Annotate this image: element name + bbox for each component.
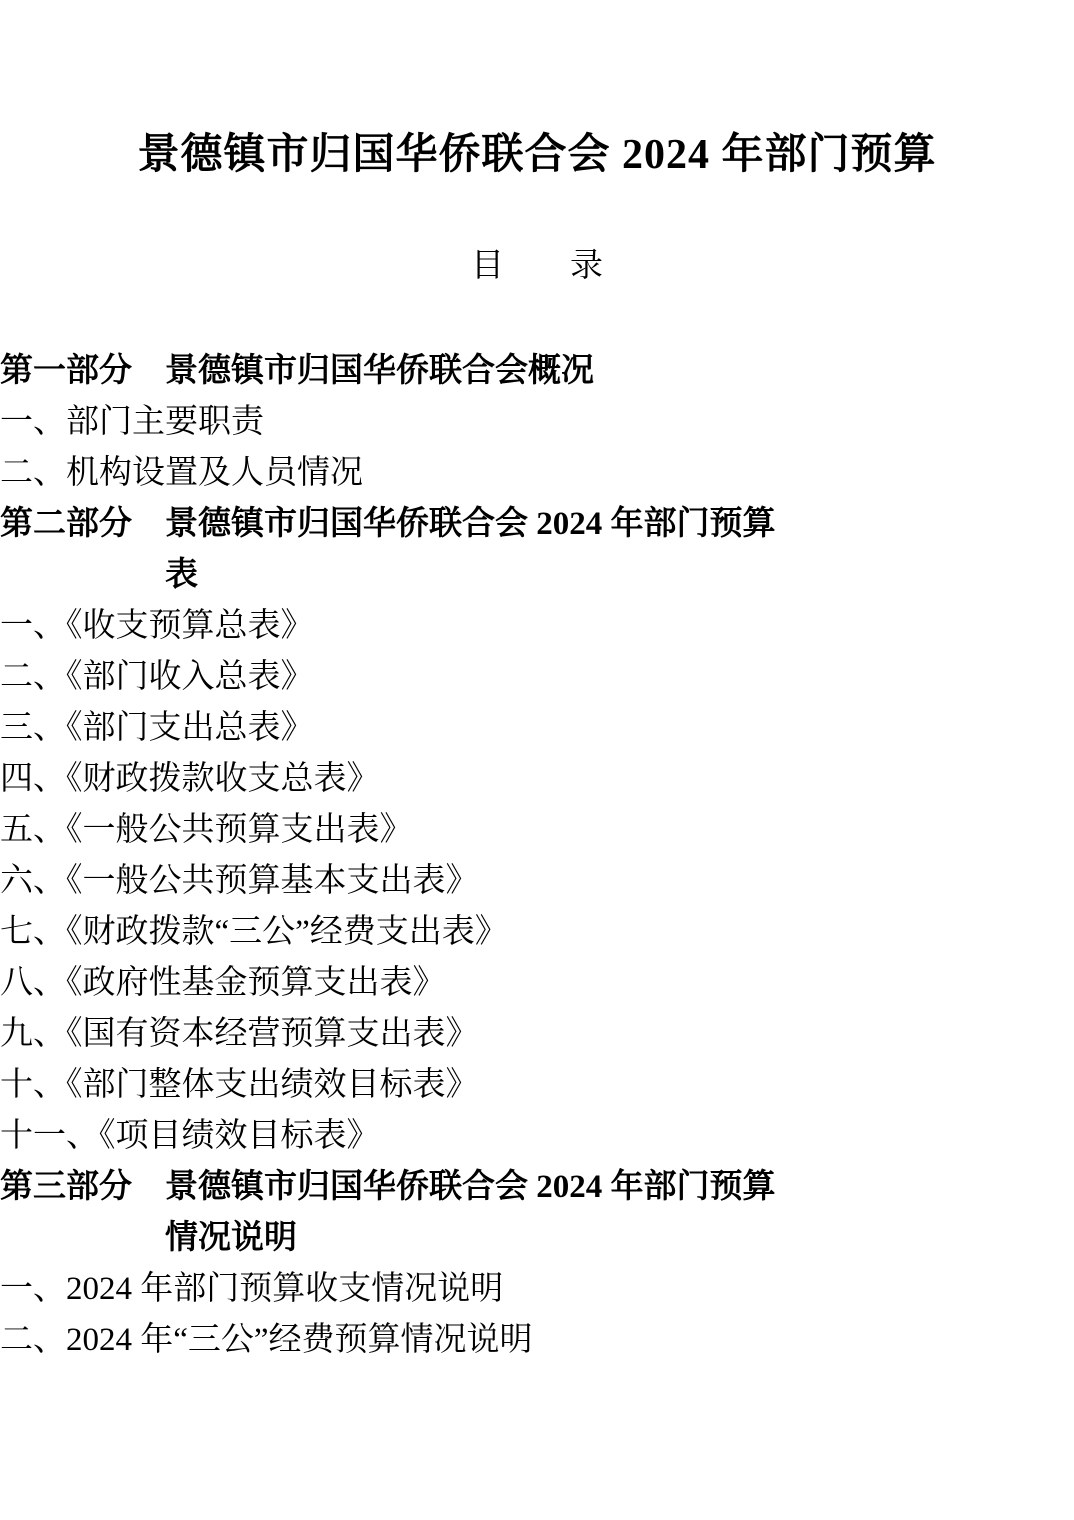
toc-item-part2-8: 八、《政府性基金预算支出表》 [0, 965, 446, 1001]
toc-item-part2-5: 五、《一般公共预算支出表》 [0, 812, 413, 848]
part2-heading-line1: 第二部分 景德镇市归国华侨联合会 2024 年部门预算 [0, 506, 776, 542]
part1-heading: 第一部分 景德镇市归国华侨联合会概况 [0, 353, 594, 389]
toc-item-part2-9: 九、《国有资本经营预算支出表》 [0, 1016, 479, 1052]
part2-heading-line2: 表 [165, 557, 198, 593]
toc-item-part3-1: 一、2024 年部门预算收支情况说明 [0, 1271, 504, 1307]
toc-item-part2-1: 一、《收支预算总表》 [0, 608, 314, 644]
toc-item-part2-10: 十、《部门整体支出绩效目标表》 [0, 1067, 479, 1103]
toc-title: 目 录 [471, 248, 603, 284]
part3-heading-line2: 情况说明 [165, 1220, 297, 1256]
toc-item-part2-4: 四、《财政拨款收支总表》 [0, 761, 380, 797]
toc-item-part2-11: 十一、《项目绩效目标表》 [0, 1118, 380, 1154]
toc-body [0, 346, 1074, 1366]
part3-heading-line1: 第三部分 景德镇市归国华侨联合会 2024 年部门预算 [0, 1169, 776, 1205]
toc-item-part1-2: 二、机构设置及人员情况 [0, 455, 363, 491]
toc-item-part3-2: 二、2024 年“三公”经费预算情况说明 [0, 1322, 533, 1358]
document-title: 景德镇市归国华侨联合会 2024 年部门预算 [137, 132, 937, 178]
toc-item-part2-3: 三、《部门支出总表》 [0, 710, 314, 746]
toc-item-part2-7: 七、《财政拨款“三公”经费支出表》 [0, 914, 508, 950]
toc-item-part1-1: 一、部门主要职责 [0, 404, 264, 440]
toc-item-part2-6: 六、《一般公共预算基本支出表》 [0, 863, 479, 899]
toc-item-part2-2: 二、《部门收入总表》 [0, 659, 314, 695]
